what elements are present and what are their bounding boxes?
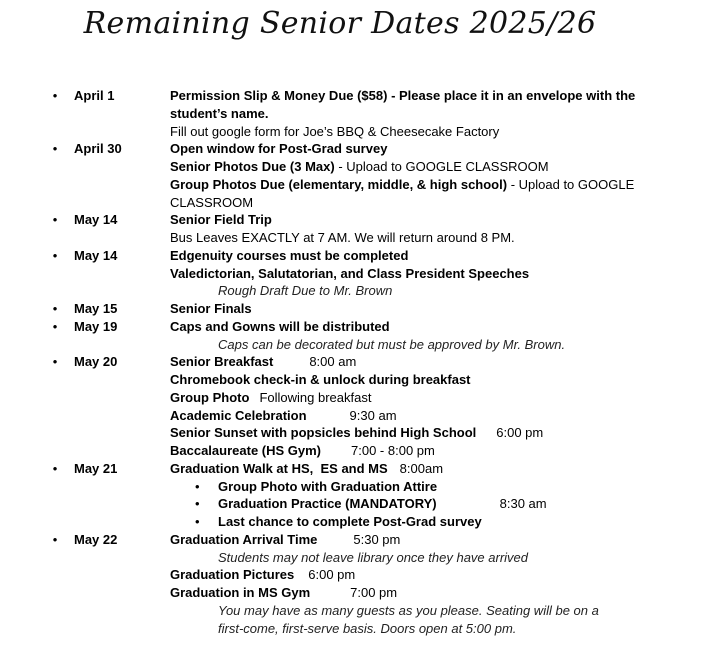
- entry-title: Graduation Arrival Time: [170, 531, 318, 547]
- entry-date: April 30: [74, 141, 122, 157]
- entry-title: Graduation Pictures: [170, 567, 295, 583]
- document-title: Remaining Senior Dates 2025/26: [83, 6, 597, 41]
- entry-title: Baccalaureate (HS Gym): [170, 443, 322, 458]
- entry-time: 9:30 am: [349, 407, 397, 423]
- bullet-icon: •: [52, 318, 58, 334]
- list-item-april-30: [0, 140, 704, 211]
- entry-title: Senior Finals: [170, 301, 252, 316]
- entry-detail: - Upload to GOOGLE CLASSROOM: [170, 176, 638, 210]
- sub-item-text: Last chance to complete Post-Grad survey: [218, 514, 482, 529]
- bullet-icon: •: [52, 88, 58, 103]
- bullet-icon: •: [52, 354, 58, 370]
- entry-time: 8:30 am: [499, 496, 547, 512]
- bullet-icon: •: [195, 478, 200, 494]
- entry-title: Senior Breakfast: [170, 354, 274, 370]
- entry-title: Group Photo: [170, 389, 250, 405]
- entry-date: May 14: [74, 212, 118, 228]
- sub-list-item: [170, 513, 660, 531]
- entry-date: May 19: [74, 318, 118, 334]
- entry-title: Valedictorian, Salutatorian, and Class President Speeches: [170, 265, 530, 281]
- entry-date: May 14: [74, 247, 118, 263]
- entry-time: 6:00 pm: [308, 567, 356, 583]
- entry-note: Caps can be decorated but must be approved by Mr. Brown.: [218, 336, 566, 352]
- entry-title: Permission Slip & Money Due ($58): [170, 88, 388, 103]
- sub-item-text: Graduation Practice (MANDATORY): [218, 496, 437, 512]
- entry-note: You may have as many guests as you please. Seating will be on a: [218, 602, 599, 618]
- list-item-may-15: [0, 300, 704, 318]
- entry-title: Chromebook check-in & unlock during breakfast: [170, 372, 471, 387]
- bullet-icon: •: [52, 212, 58, 228]
- entry-note: Rough Draft Due to Mr. Brown: [218, 283, 393, 299]
- entry-date: April 1: [74, 88, 115, 103]
- entry-time: Following breakfast: [259, 389, 372, 405]
- entry-title: Graduation in MS Gym: [170, 585, 311, 600]
- entry-note: Students may not leave library once they have arrived: [218, 549, 529, 565]
- entry-time: 7:00 - 8:00 pm: [351, 443, 435, 458]
- entry-title: Open window for Post-Grad survey: [170, 141, 388, 157]
- entry-detail: - Please place it in an envelope with the student’s name.: [170, 88, 639, 121]
- bullet-icon: •: [52, 141, 58, 157]
- entry-note: first-come, first-serve basis. Doors open at 5:00 pm.: [218, 620, 517, 636]
- entry-time: 5:30 pm: [353, 531, 401, 547]
- bullet-icon: •: [52, 460, 58, 476]
- entry-time: 8:00 am: [309, 354, 357, 370]
- entry-title: Academic Celebration: [170, 407, 307, 423]
- entry-time: 6:00 pm: [496, 425, 544, 441]
- entry-detail: Fill out google form for Joe’s BBQ & Cheesecake Factory: [170, 123, 500, 139]
- entry-title: Group Photos Due (elementary, middle, & high school): [170, 176, 508, 192]
- entry-time: 8:00am: [399, 460, 444, 476]
- sub-list-item: [170, 478, 660, 496]
- list-item-may-22: [0, 531, 704, 638]
- entry-date: May 21: [74, 460, 118, 476]
- entry-time: 7:00 pm: [350, 585, 398, 600]
- sub-item-text: Group Photo with Graduation Attire: [218, 478, 438, 494]
- list-item-may-20: [0, 353, 704, 460]
- list-item-may-14-field-trip: [0, 211, 704, 247]
- senior-dates-list: [0, 87, 704, 637]
- sub-list-item: [170, 495, 660, 513]
- list-item-may-21: [0, 460, 704, 531]
- entry-date: May 15: [74, 301, 118, 316]
- entry-title: Graduation Walk at HS, ES and MS: [170, 460, 388, 476]
- bullet-icon: •: [195, 496, 200, 512]
- entry-title: Edgenuity courses must be completed: [170, 247, 409, 263]
- list-item-may-19: [0, 318, 704, 354]
- bullet-icon: •: [52, 531, 58, 547]
- entry-title: Senior Photos Due (3 Max): [170, 159, 335, 174]
- entry-detail: - Upload to GOOGLE CLASSROOM: [334, 159, 549, 174]
- bullet-icon: •: [195, 514, 200, 529]
- list-item-april-1: [0, 87, 704, 140]
- entry-title: Caps and Gowns will be distributed: [170, 318, 390, 334]
- entry-title: Senior Field Trip: [170, 212, 272, 228]
- entry-date: May 22: [74, 531, 118, 547]
- entry-detail: Bus Leaves EXACTLY at 7 AM. We will return around 8 PM.: [170, 230, 515, 245]
- entry-date: May 20: [74, 354, 118, 370]
- bullet-icon: •: [52, 301, 58, 316]
- bullet-icon: •: [52, 247, 58, 263]
- entry-title: Senior Sunset with popsicles behind High School: [170, 425, 477, 441]
- list-item-may-14-edgenuity: [0, 247, 704, 300]
